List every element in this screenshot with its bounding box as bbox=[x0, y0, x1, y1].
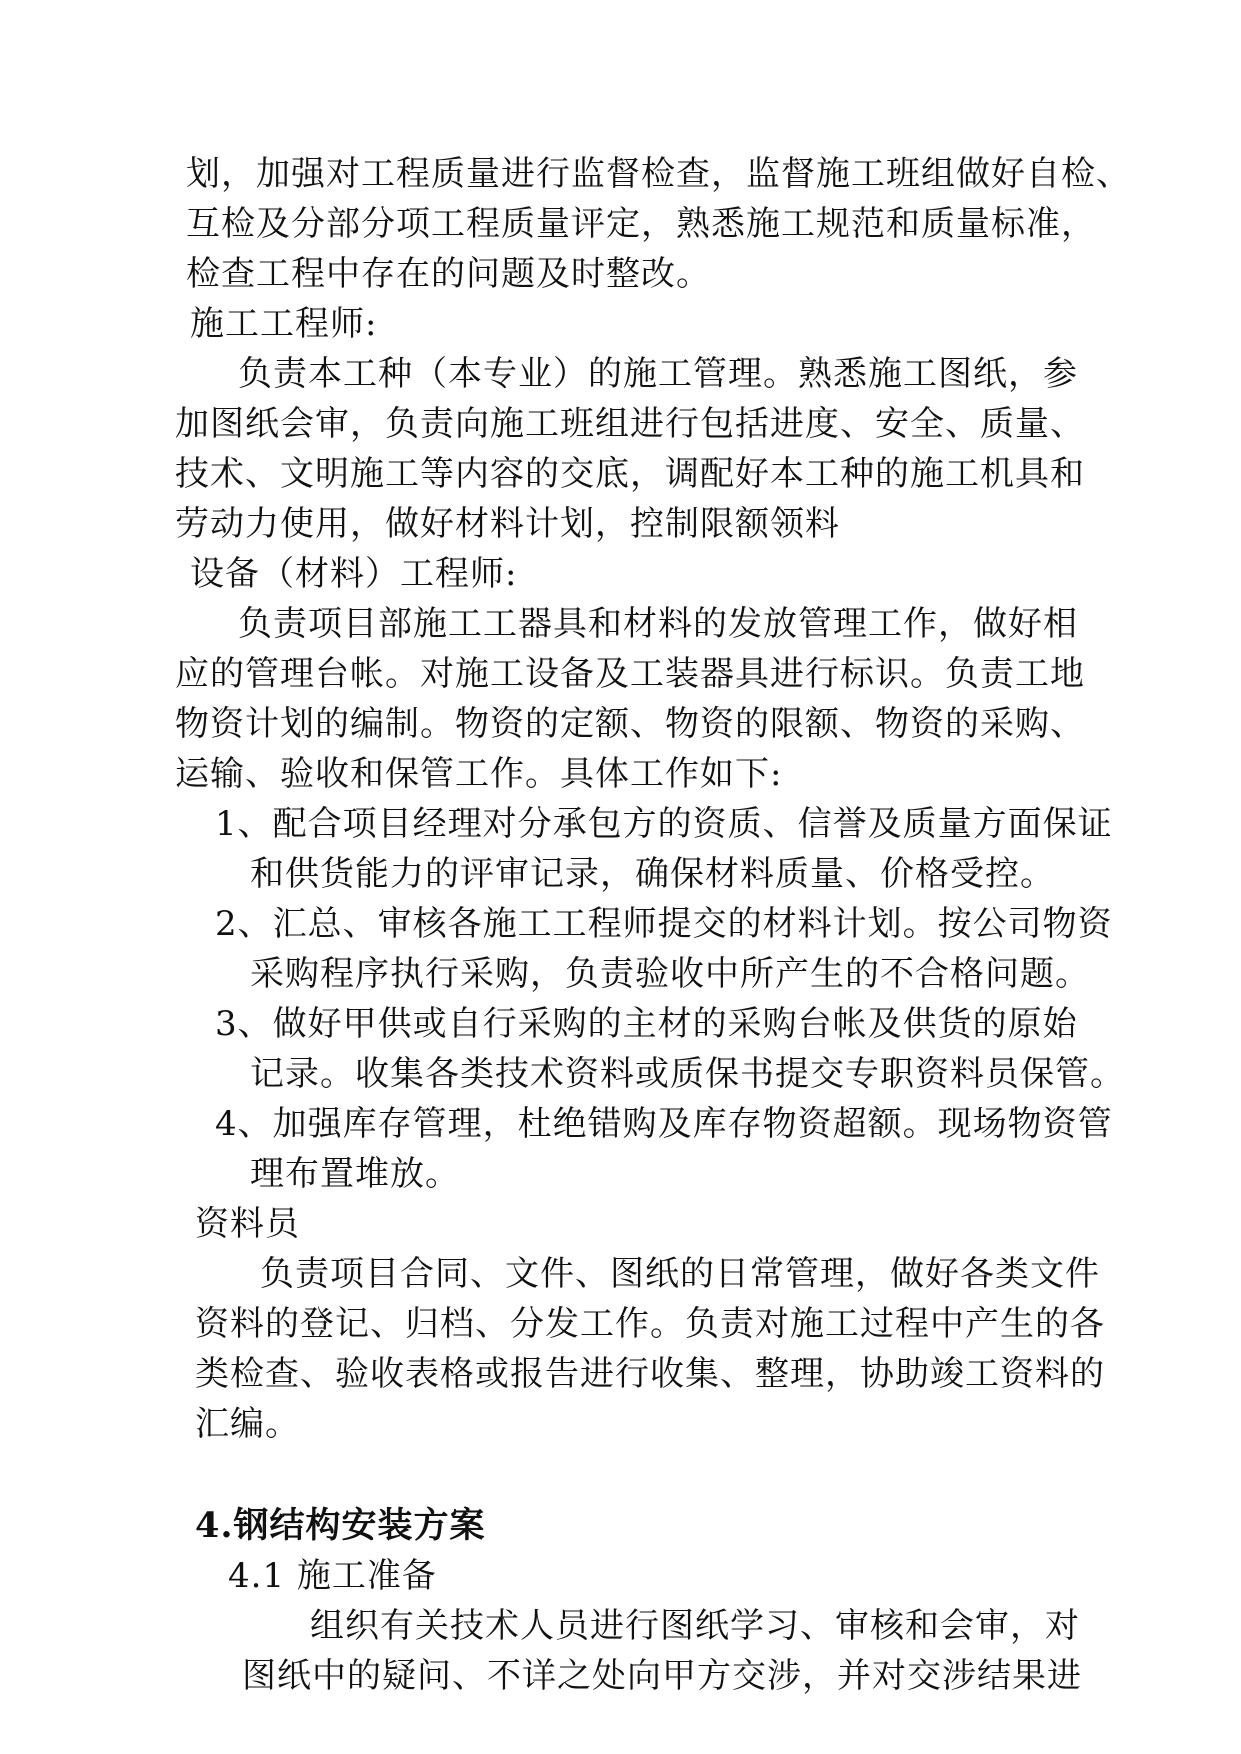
list-item-3-line-2: 记录。收集各类技术资料或质保书提交专职资料员保管。 bbox=[250, 1054, 1125, 1094]
section-sub-heading: 4.1 施工准备 bbox=[228, 1556, 437, 1596]
intro-line-1: 划，加强对工程质量进行监督检查，监督施工班组做好自检、 bbox=[186, 154, 1131, 194]
construction-engineer-line-3: 技术、文明施工等内容的交底，调配好本工种的施工机具和 bbox=[175, 454, 1085, 494]
equipment-engineer-line-3: 物资计划的编制。物资的定额、物资的限额、物资的采购、 bbox=[175, 704, 1085, 744]
section-line-1: 组织有关技术人员进行图纸学习、审核和会审，对 bbox=[310, 1606, 1080, 1646]
construction-engineer-line-2: 加图纸会审，负责向施工班组进行包括进度、安全、质量、 bbox=[175, 404, 1085, 444]
equipment-engineer-line-1: 负责项目部施工工器具和材料的发放管理工作，做好相 bbox=[238, 604, 1078, 644]
section-line-2: 图纸中的疑问、不详之处向甲方交涉，并对交涉结果进 bbox=[242, 1656, 1082, 1696]
equipment-engineer-title: 设备（材料）工程师: bbox=[190, 554, 518, 594]
construction-engineer-title: 施工工程师: bbox=[190, 304, 378, 344]
document-clerk-line-3: 类检查、验收表格或报告进行收集、整理，协助竣工资料的 bbox=[195, 1354, 1105, 1394]
intro-line-3: 检查工程中存在的问题及时整改。 bbox=[186, 254, 711, 294]
equipment-engineer-line-2: 应的管理台帐。对施工设备及工装器具进行标识。负责工地 bbox=[175, 654, 1085, 694]
construction-engineer-line-1: 负责本工种（本专业）的施工管理。熟悉施工图纸，参 bbox=[238, 354, 1078, 394]
list-item-4-line-1: 4、加强库存管理，杜绝错购及库存物资超额。现场物资管 bbox=[215, 1104, 1113, 1144]
list-item-2-line-1: 2、汇总、审核各施工工程师提交的材料计划。按公司物资 bbox=[215, 904, 1113, 944]
construction-engineer-line-4: 劳动力使用，做好材料计划，控制限额领料 bbox=[175, 504, 840, 544]
list-item-2-line-2: 采购程序执行采购，负责验收中所产生的不合格问题。 bbox=[250, 954, 1090, 994]
document-clerk-title: 资料员 bbox=[195, 1204, 300, 1244]
list-item-4-line-2: 理布置堆放。 bbox=[250, 1154, 460, 1194]
document-clerk-line-2: 资料的登记、归档、分发工作。负责对施工过程中产生的各 bbox=[195, 1304, 1105, 1344]
document-clerk-line-4: 汇编。 bbox=[195, 1404, 300, 1444]
document-clerk-line-1: 负责项目合同、文件、图纸的日常管理，做好各类文件 bbox=[260, 1254, 1100, 1294]
equipment-engineer-line-4: 运输、验收和保管工作。具体工作如下: bbox=[175, 754, 783, 794]
list-item-1-line-1: 1、配合项目经理对分承包方的资质、信誉及质量方面保证 bbox=[215, 804, 1113, 844]
section-heading: 4.钢结构安装方案 bbox=[195, 1505, 486, 1546]
list-item-3-line-1: 3、做好甲供或自行采购的主材的采购台帐及供货的原始 bbox=[215, 1004, 1078, 1044]
list-item-1-line-2: 和供货能力的评审记录，确保材料质量、价格受控。 bbox=[250, 854, 1055, 894]
intro-line-2: 互检及分部分项工程质量评定，熟悉施工规范和质量标准， bbox=[186, 204, 1096, 244]
